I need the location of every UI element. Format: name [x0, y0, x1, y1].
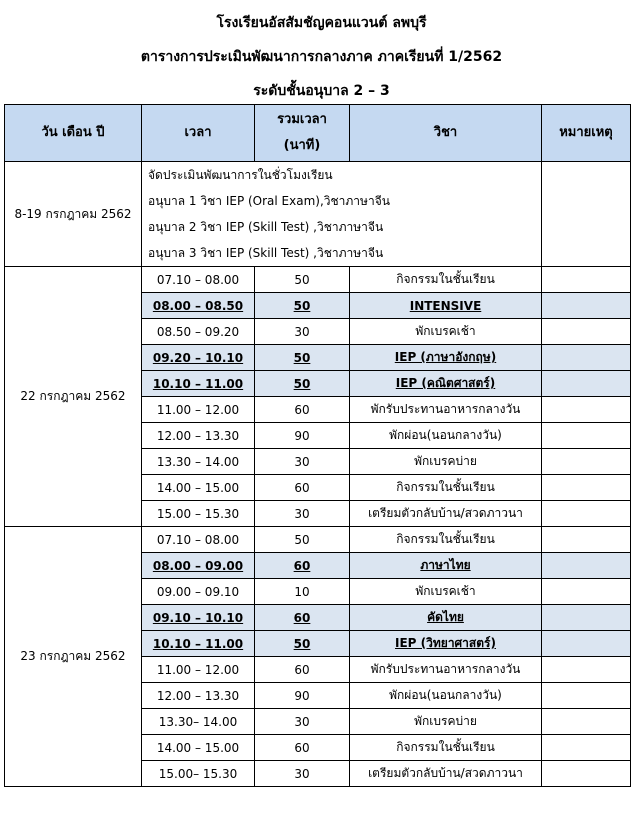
time-cell: 09.20 – 10.10 — [142, 345, 255, 371]
time-cell: 15.00 – 15.30 — [142, 501, 255, 527]
table-row — [5, 267, 631, 293]
date-cell: 23 กรกฎาคม 2562 — [5, 527, 142, 787]
subject-cell: กิจกรรมในชั้นเรียน — [350, 267, 542, 293]
remark-cell — [542, 162, 631, 267]
time-cell: 08.50 – 09.20 — [142, 319, 255, 345]
time-cell: 07.10 – 08.00 — [142, 267, 255, 293]
remark-cell — [542, 319, 631, 345]
time-cell: 14.00 – 15.00 — [142, 735, 255, 761]
remark-cell — [542, 397, 631, 423]
assessment-notes — [142, 162, 542, 267]
subject-cell: กิจกรรมในชั้นเรียน — [350, 527, 542, 553]
in-class-assessment-row — [5, 162, 631, 267]
schedule-body — [5, 162, 631, 787]
minutes-cell: 30 — [255, 709, 350, 735]
subject-cell: เตรียมตัวกลับบ้าน/สวดภาวนา — [350, 501, 542, 527]
time-cell: 14.00 – 15.00 — [142, 475, 255, 501]
minutes-cell: 50 — [255, 345, 350, 371]
minutes-cell: 90 — [255, 423, 350, 449]
remark-cell — [542, 423, 631, 449]
column-header-subject: วิชา — [350, 105, 542, 162]
table-header-row — [5, 105, 631, 162]
time-cell: 08.00 – 08.50 — [142, 293, 255, 319]
remark-cell — [542, 735, 631, 761]
remark-cell — [542, 475, 631, 501]
subject-cell: คัดไทย — [350, 605, 542, 631]
remark-cell — [542, 449, 631, 475]
note-line: อนุบาล 2 วิชา IEP (Skill Test) ,วิชาภาษาจีน — [148, 220, 384, 234]
minutes-cell: 60 — [255, 657, 350, 683]
minutes-cell: 60 — [255, 605, 350, 631]
remark-cell — [542, 293, 631, 319]
remark-cell — [542, 709, 631, 735]
time-cell: 15.00– 15.30 — [142, 761, 255, 787]
column-header-remark: หมายเหตุ — [542, 105, 631, 162]
time-cell: 10.10 – 11.00 — [142, 371, 255, 397]
school-name: โรงเรียนอัสสัมชัญคอนแวนต์ ลพบุรี — [216, 15, 427, 31]
subject-cell: พักผ่อน(นอนกลางวัน) — [350, 683, 542, 709]
subject-cell: พักรับประทานอาหารกลางวัน — [350, 657, 542, 683]
minutes-cell: 50 — [255, 267, 350, 293]
subject-cell: IEP (ภาษาอังกฤษ) — [350, 345, 542, 371]
minutes-cell: 30 — [255, 501, 350, 527]
time-cell: 13.30 – 14.00 — [142, 449, 255, 475]
remark-cell — [542, 371, 631, 397]
remark-cell — [542, 605, 631, 631]
subject-cell: IEP (คณิตศาสตร์) — [350, 371, 542, 397]
remark-cell — [542, 267, 631, 293]
schedule-title: ตารางการประเมินพัฒนาการกลางภาค ภาคเรียนที่ 1/2562 — [140, 49, 503, 65]
subject-cell: พักผ่อน(นอนกลางวัน) — [350, 423, 542, 449]
document-header — [0, 6, 643, 108]
time-cell: 12.00 – 13.30 — [142, 423, 255, 449]
subject-cell: พักเบรคเช้า — [350, 579, 542, 605]
minutes-cell: 60 — [255, 475, 350, 501]
minutes-cell: 50 — [255, 631, 350, 657]
minutes-cell: 50 — [255, 371, 350, 397]
minutes-cell: 30 — [255, 449, 350, 475]
subject-cell: ภาษาไทย — [350, 553, 542, 579]
subject-cell: IEP (วิทยาศาสตร์) — [350, 631, 542, 657]
remark-cell — [542, 761, 631, 787]
table-row — [5, 527, 631, 553]
minutes-cell: 60 — [255, 735, 350, 761]
remark-cell — [542, 345, 631, 371]
time-cell: 12.00 – 13.30 — [142, 683, 255, 709]
note-line: อนุบาล 1 วิชา IEP (Oral Exam),วิชาภาษาจีน — [148, 194, 390, 208]
subject-cell: พักเบรคบ่าย — [350, 709, 542, 735]
minutes-cell: 90 — [255, 683, 350, 709]
subject-cell: พักเบรคบ่าย — [350, 449, 542, 475]
date-cell: 22 กรกฎาคม 2562 — [5, 267, 142, 527]
minutes-cell: 50 — [255, 527, 350, 553]
minutes-cell: 60 — [255, 553, 350, 579]
minutes-cell: 60 — [255, 397, 350, 423]
time-cell: 09.00 – 09.10 — [142, 579, 255, 605]
class-level: ระดับชั้นอนุบาล 2 – 3 — [253, 83, 390, 99]
date-cell: 8-19 กรกฎาคม 2562 — [5, 162, 142, 267]
time-cell: 07.10 – 08.00 — [142, 527, 255, 553]
time-cell: 11.00 – 12.00 — [142, 657, 255, 683]
column-header-minutes-line1: รวมเวลา — [277, 112, 327, 127]
minutes-cell: 50 — [255, 293, 350, 319]
subject-cell: พักรับประทานอาหารกลางวัน — [350, 397, 542, 423]
subject-cell: เตรียมตัวกลับบ้าน/สวดภาวนา — [350, 761, 542, 787]
minutes-cell: 30 — [255, 319, 350, 345]
minutes-cell: 10 — [255, 579, 350, 605]
column-header-date: วัน เดือน ปี — [5, 105, 142, 162]
time-cell: 11.00 – 12.00 — [142, 397, 255, 423]
subject-cell: กิจกรรมในชั้นเรียน — [350, 735, 542, 761]
remark-cell — [542, 553, 631, 579]
column-header-time: เวลา — [142, 105, 255, 162]
remark-cell — [542, 579, 631, 605]
note-line: อนุบาล 3 วิชา IEP (Skill Test) ,วิชาภาษาจีน — [148, 246, 384, 260]
column-header-minutes — [255, 105, 350, 162]
note-line: จัดประเมินพัฒนาการในชั่วโมงเรียน — [148, 168, 333, 182]
subject-cell: พักเบรคเช้า — [350, 319, 542, 345]
subject-cell: กิจกรรมในชั้นเรียน — [350, 475, 542, 501]
time-cell: 13.30– 14.00 — [142, 709, 255, 735]
time-cell: 08.00 – 09.00 — [142, 553, 255, 579]
time-cell: 10.10 – 11.00 — [142, 631, 255, 657]
schedule-table — [4, 104, 631, 787]
remark-cell — [542, 631, 631, 657]
time-cell: 09.10 – 10.10 — [142, 605, 255, 631]
column-header-minutes-line2: (นาที) — [283, 138, 321, 153]
remark-cell — [542, 657, 631, 683]
remark-cell — [542, 501, 631, 527]
minutes-cell: 30 — [255, 761, 350, 787]
remark-cell — [542, 683, 631, 709]
remark-cell — [542, 527, 631, 553]
subject-cell: INTENSIVE — [350, 293, 542, 319]
